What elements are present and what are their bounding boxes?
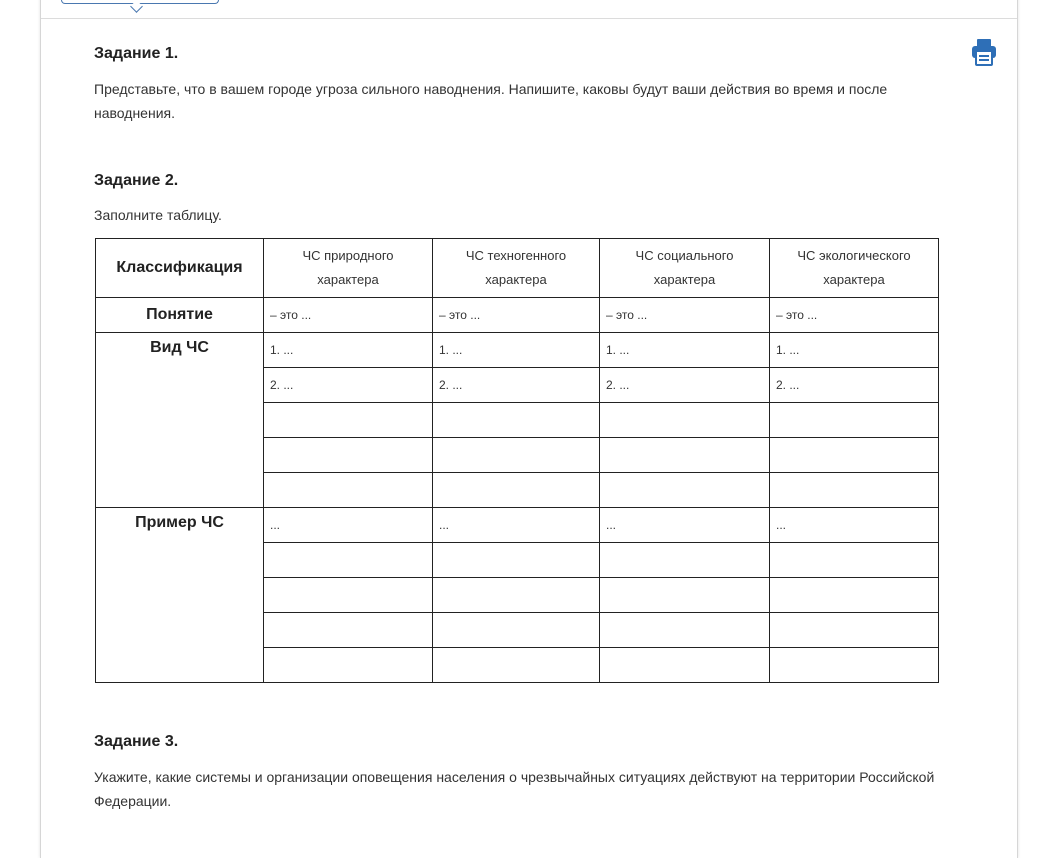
table-cell xyxy=(770,403,939,438)
table-cell xyxy=(264,613,433,648)
column-header: ЧС экологического характера xyxy=(770,239,939,298)
column-header: ЧС природного характера xyxy=(264,239,433,298)
table-cell: ... xyxy=(600,508,770,543)
table-header-row xyxy=(96,239,939,298)
table-cell: 1. ... xyxy=(264,333,433,368)
table-cell xyxy=(600,403,770,438)
task3-title: Задание 3. xyxy=(94,733,179,750)
table-row xyxy=(96,333,939,368)
table-cell xyxy=(770,613,939,648)
table-cell xyxy=(770,473,939,508)
row-label-example: Пример ЧС xyxy=(96,508,264,683)
table-row xyxy=(96,508,939,543)
task2-text: Заполните таблицу. xyxy=(94,207,222,223)
document-card xyxy=(40,0,1018,858)
table-cell xyxy=(264,438,433,473)
table-cell: 1. ... xyxy=(600,333,770,368)
table-cell xyxy=(433,613,600,648)
column-header: ЧС техногенного характера xyxy=(433,239,600,298)
task1-title: Задание 1. xyxy=(94,45,179,62)
task2-title: Задание 2. xyxy=(94,172,179,189)
table-cell: 2. ... xyxy=(600,368,770,403)
table-cell xyxy=(433,403,600,438)
table-cell xyxy=(600,648,770,683)
table-cell xyxy=(770,578,939,613)
table-cell: – это ... xyxy=(770,298,939,333)
table-cell xyxy=(433,473,600,508)
table-cell xyxy=(433,578,600,613)
table-cell xyxy=(264,473,433,508)
table-cell: ... xyxy=(264,508,433,543)
table-cell xyxy=(433,648,600,683)
table-cell xyxy=(433,438,600,473)
classification-table xyxy=(95,238,939,683)
table-cell xyxy=(600,543,770,578)
table-cell xyxy=(600,613,770,648)
table-cell xyxy=(264,543,433,578)
top-bar xyxy=(41,0,1017,19)
task1-text: Представьте, что в вашем городе угроза сильного наводнения. Напишите, каковы будут ваши действия во время и после наводнения. xyxy=(94,81,888,121)
table-cell xyxy=(600,578,770,613)
corner-cell: Классификация xyxy=(96,239,264,298)
table-cell xyxy=(264,648,433,683)
printer-icon[interactable] xyxy=(971,38,997,66)
table-cell xyxy=(770,438,939,473)
table-cell xyxy=(264,578,433,613)
table-cell: – это ... xyxy=(433,298,600,333)
table-cell: 1. ... xyxy=(433,333,600,368)
table-cell xyxy=(770,543,939,578)
table-cell: ... xyxy=(770,508,939,543)
table-cell: – это ... xyxy=(600,298,770,333)
table-cell xyxy=(433,543,600,578)
table-cell xyxy=(264,403,433,438)
table-cell: 2. ... xyxy=(433,368,600,403)
task3-text: Укажите, какие системы и организации оповещения населения о чрезвычайных ситуациях действуют на территории Российской Федерации. xyxy=(94,769,935,809)
table-cell: 2. ... xyxy=(264,368,433,403)
table-cell: 1. ... xyxy=(770,333,939,368)
table-cell: 2. ... xyxy=(770,368,939,403)
column-header: ЧС социального характера xyxy=(600,239,770,298)
table-cell: ... xyxy=(433,508,600,543)
table-cell xyxy=(600,473,770,508)
table-cell xyxy=(600,438,770,473)
tab-selector[interactable] xyxy=(61,0,219,4)
tab-pointer-icon xyxy=(130,0,143,13)
table-cell xyxy=(770,648,939,683)
table-row xyxy=(96,298,939,333)
table-cell: – это ... xyxy=(264,298,433,333)
row-label-kind: Вид ЧС xyxy=(96,333,264,508)
row-label-concept: Понятие xyxy=(96,298,264,333)
